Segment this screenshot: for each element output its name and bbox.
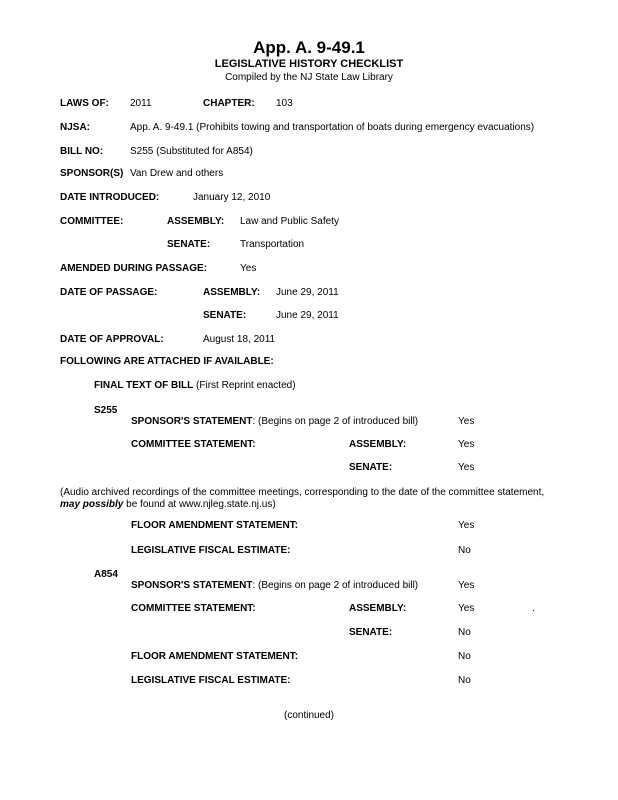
- s255-sponsor-statement-label: SPONSOR'S STATEMENT: [131, 416, 253, 427]
- s255-assembly-value: Yes: [458, 439, 475, 450]
- committee-assembly-label: ASSEMBLY:: [167, 216, 225, 227]
- a854-fiscal-estimate-label: LEGISLATIVE FISCAL ESTIMATE:: [131, 675, 291, 686]
- a854-floor-amendment-value: No: [458, 651, 471, 662]
- audio-archive-note: [60, 487, 560, 511]
- a854-committee-statement-label: COMMITTEE STATEMENT:: [131, 603, 256, 614]
- a854-senate-label: SENATE:: [349, 627, 393, 638]
- s255-floor-amendment-label: FLOOR AMENDMENT STATEMENT:: [131, 520, 299, 531]
- s255-floor-amendment-value: Yes: [458, 520, 475, 531]
- s255-fiscal-estimate-label: LEGISLATIVE FISCAL ESTIMATE:: [131, 545, 291, 556]
- date-introduced-value: January 12, 2010: [193, 192, 271, 203]
- njsa-label: NJSA:: [60, 122, 91, 133]
- a854-sponsor-statement: [131, 580, 418, 592]
- s255-sponsor-statement-value: Yes: [458, 416, 475, 427]
- s255-fiscal-estimate-value: No: [458, 545, 471, 556]
- page-title: App. A. 9-49.1: [253, 38, 365, 57]
- continued-note: (continued): [283, 710, 335, 721]
- sponsors-value: Van Drew and others: [130, 168, 224, 179]
- amended-label: AMENDED DURING PASSAGE:: [60, 263, 208, 274]
- passage-label: DATE OF PASSAGE:: [60, 287, 158, 298]
- a854-senate-value: No: [458, 627, 471, 638]
- passage-senate-label: SENATE:: [203, 310, 247, 321]
- a854-assembly-label: ASSEMBLY:: [349, 603, 407, 614]
- approval-value: August 18, 2011: [203, 334, 276, 345]
- committee-label: COMMITTEE:: [60, 216, 124, 227]
- a854-sponsor-statement-value: Yes: [458, 580, 475, 591]
- audio-note-part1: (Audio archived recordings of the committee meetings, corresponding to the date of the committee statement,: [60, 487, 545, 498]
- a854-label: A854: [94, 569, 118, 580]
- amended-value: Yes: [240, 263, 257, 274]
- audio-note-part2: be found at www.njleg.state.nj.us): [123, 499, 276, 510]
- bill-no-value: S255 (Substituted for A854): [130, 146, 253, 157]
- chapter-value: 103: [276, 98, 293, 109]
- s255-sponsor-statement: [131, 416, 418, 428]
- compiled-by: Compiled by the NJ State Law Library: [225, 72, 393, 83]
- chapter-label: CHAPTER:: [203, 98, 255, 109]
- passage-senate-value: June 29, 2011: [276, 310, 339, 321]
- date-introduced-label: DATE INTRODUCED:: [60, 192, 160, 203]
- approval-label: DATE OF APPROVAL:: [60, 334, 164, 345]
- s255-senate-value: Yes: [458, 462, 475, 473]
- page-subtitle: LEGISLATIVE HISTORY CHECKLIST: [214, 58, 404, 70]
- committee-senate-value: Transportation: [240, 239, 305, 250]
- attached-heading: FOLLOWING ARE ATTACHED IF AVAILABLE:: [60, 356, 274, 367]
- s255-committee-statement-label: COMMITTEE STATEMENT:: [131, 439, 256, 450]
- a854-fiscal-estimate-value: No: [458, 675, 471, 686]
- passage-assembly-value: June 29, 2011: [276, 287, 339, 298]
- a854-sponsor-statement-label: SPONSOR'S STATEMENT: [131, 580, 253, 591]
- s255-label: S255: [94, 405, 118, 416]
- laws-of-label: LAWS OF:: [60, 98, 109, 109]
- final-text-note: (First Reprint enacted): [196, 380, 296, 391]
- bill-no-label: BILL NO:: [60, 146, 104, 157]
- s255-sponsor-statement-note: : (Begins on page 2 of introduced bill): [252, 416, 419, 427]
- audio-note-emphasis: may possibly: [60, 499, 124, 510]
- laws-of-value: 2011: [130, 98, 152, 109]
- a854-assembly-value: Yes: [458, 603, 475, 614]
- a854-sponsor-statement-note: : (Begins on page 2 of introduced bill): [252, 580, 419, 591]
- sponsors-label: SPONSOR(S): [60, 168, 124, 179]
- s255-senate-label: SENATE:: [349, 462, 393, 473]
- committee-senate-label: SENATE:: [167, 239, 211, 250]
- a854-floor-amendment-label: FLOOR AMENDMENT STATEMENT:: [131, 651, 299, 662]
- stray-period-mark: .: [532, 603, 535, 614]
- final-text-label: FINAL TEXT OF BILL: [94, 380, 194, 391]
- committee-assembly-value: Law and Public Safety: [240, 216, 339, 227]
- s255-assembly-label: ASSEMBLY:: [349, 439, 407, 450]
- final-text-line: [94, 380, 296, 392]
- njsa-value: App. A. 9-49.1 (Prohibits towing and transportation of boats during emergency evacuations): [130, 122, 535, 133]
- passage-assembly-label: ASSEMBLY:: [203, 287, 261, 298]
